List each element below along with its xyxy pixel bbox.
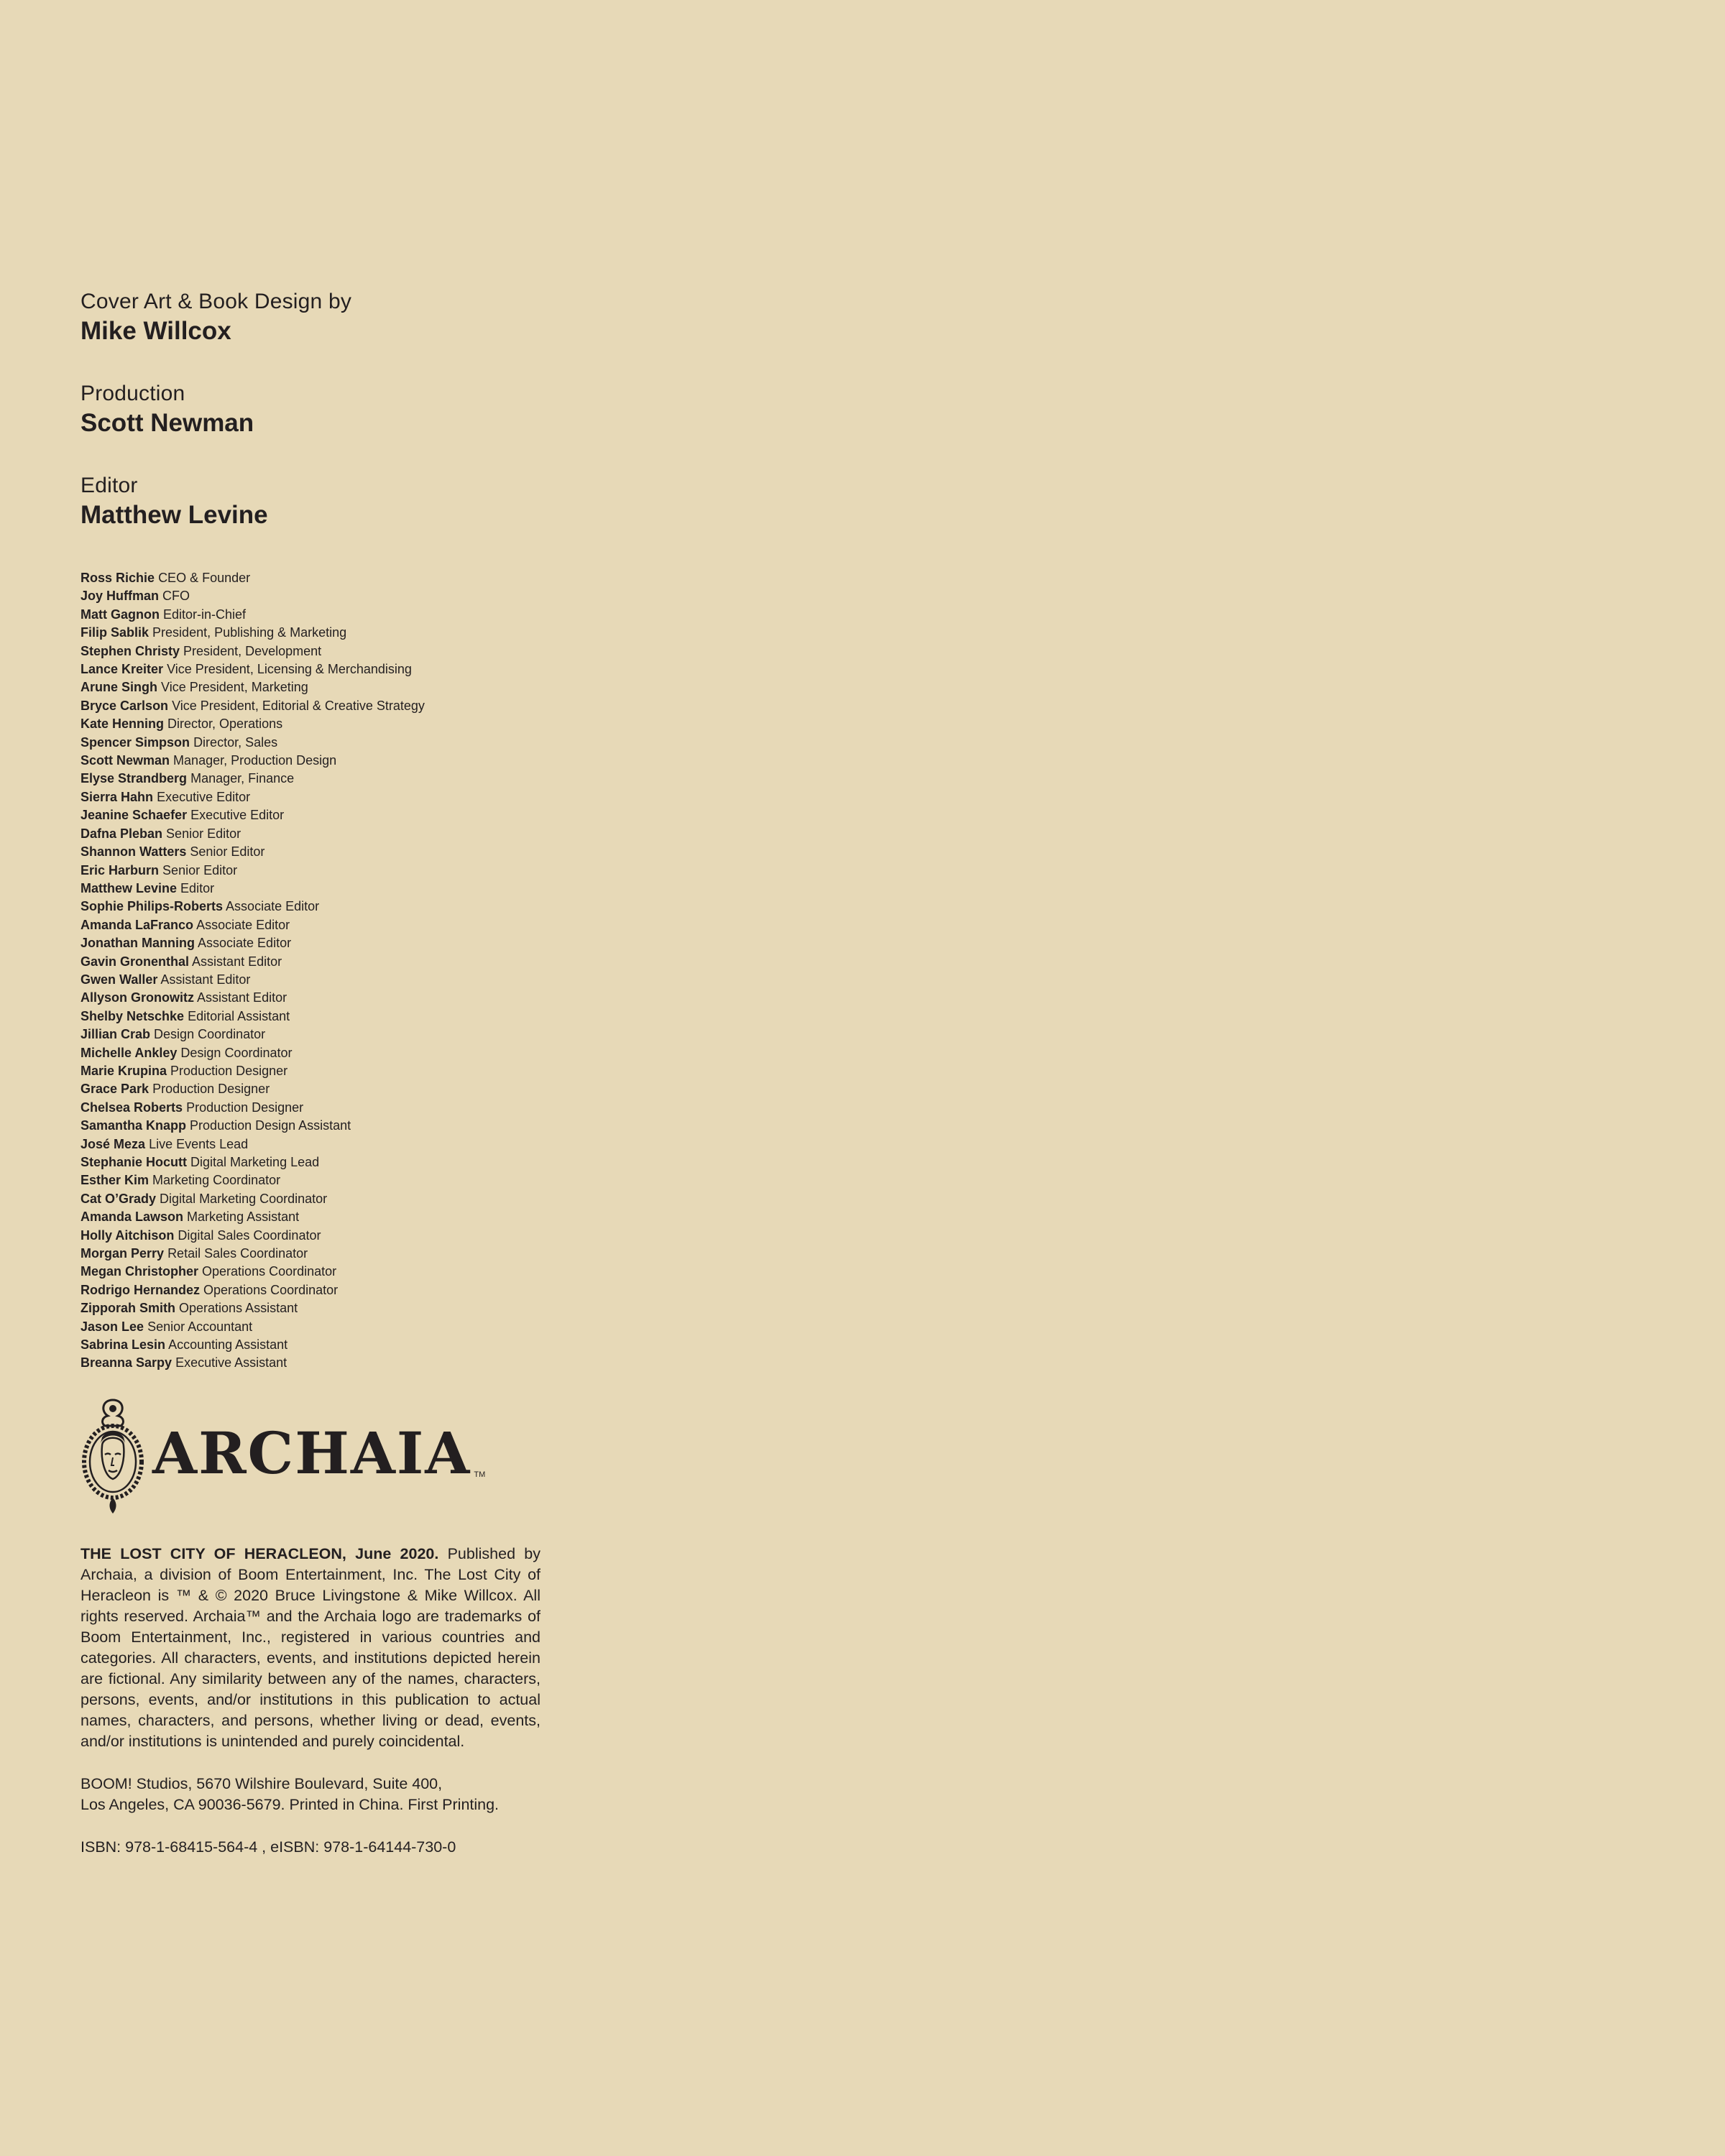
staff-entry xyxy=(80,642,540,660)
staff-entry xyxy=(80,1171,540,1189)
staff-entry xyxy=(80,1117,540,1135)
staff-name: Michelle Ankley xyxy=(80,1045,178,1060)
staff-entry xyxy=(80,1354,540,1372)
staff-title: Associate Editor xyxy=(226,899,320,914)
staff-name: Matthew Levine xyxy=(80,880,178,895)
staff-entry xyxy=(80,678,540,696)
staff-name: Sabrina Lesin xyxy=(80,1337,166,1353)
staff-entry xyxy=(80,752,540,770)
staff-title: Assistant Editor xyxy=(160,972,251,987)
staff-entry xyxy=(80,989,540,1007)
trademark-mark: TM xyxy=(474,1470,486,1479)
staff-title: Marketing Coordinator xyxy=(152,1173,281,1188)
staff-title: Marketing Assistant xyxy=(187,1210,300,1225)
staff-title: Executive Editor xyxy=(190,808,285,823)
staff-name: Jonathan Manning xyxy=(80,936,195,951)
staff-name: Elyse Strandberg xyxy=(80,771,188,786)
credit-role: Cover Art & Book Design by xyxy=(80,290,352,313)
staff-title: Retail Sales Coordinator xyxy=(167,1246,308,1261)
staff-entry xyxy=(80,971,540,989)
staff-name: Joy Huffman xyxy=(80,589,160,604)
staff-name: Shannon Watters xyxy=(80,844,187,860)
staff-entry xyxy=(80,734,540,752)
staff-entry xyxy=(80,587,540,605)
staff-title: CFO xyxy=(162,589,190,604)
staff-entry xyxy=(80,1190,540,1208)
staff-entry xyxy=(80,862,540,880)
staff-name: Morgan Perry xyxy=(80,1246,165,1261)
staff-entry xyxy=(80,806,540,824)
staff-name: Rodrigo Hernandez xyxy=(80,1282,201,1297)
staff-name: Grace Park xyxy=(80,1082,150,1097)
staff-name: Esther Kim xyxy=(80,1173,150,1188)
staff-entry xyxy=(80,1008,540,1026)
staff-entry xyxy=(80,880,540,898)
credit-editor xyxy=(80,471,540,530)
staff-name: Holly Aitchison xyxy=(80,1227,175,1243)
staff-name: Scott Newman xyxy=(80,753,170,768)
staff-entry xyxy=(80,569,540,587)
staff-entry xyxy=(80,624,540,642)
staff-title: Operations Assistant xyxy=(179,1301,298,1316)
staff-entry xyxy=(80,606,540,624)
staff-title: Design Coordinator xyxy=(154,1027,266,1042)
staff-name: Ross Richie xyxy=(80,571,155,585)
staff-entry xyxy=(80,916,540,934)
staff-name: Lance Kreiter xyxy=(80,662,164,677)
credit-name: Matthew Levine xyxy=(80,501,268,529)
staff-title: Editor-in-Chief xyxy=(163,607,247,622)
staff-title: Senior Editor xyxy=(190,844,265,860)
credit-name: Mike Willcox xyxy=(80,317,231,345)
staff-entry xyxy=(80,1263,540,1281)
archaia-logo xyxy=(80,1396,540,1518)
staff-name: Bryce Carlson xyxy=(80,698,169,713)
staff-title: CEO & Founder xyxy=(158,571,251,585)
staff-name: Stephanie Hocutt xyxy=(80,1155,188,1169)
staff-title: Associate Editor xyxy=(198,936,292,951)
staff-name: Arune Singh xyxy=(80,680,157,695)
staff-name: Cat O’Grady xyxy=(80,1191,157,1206)
staff-entry xyxy=(80,1026,540,1044)
staff-entry xyxy=(80,898,540,916)
staff-title: Vice President, Editorial & Creative Strategy xyxy=(172,698,425,713)
staff-entry xyxy=(80,843,540,861)
credit-role: Production xyxy=(80,382,185,405)
staff-title: Digital Marketing Lead xyxy=(190,1155,320,1169)
staff-title: Production Designer xyxy=(186,1100,304,1115)
staff-entry xyxy=(80,788,540,806)
staff-title: Editor xyxy=(180,880,215,895)
address-line-1: BOOM! Studios, 5670 Wilshire Boulevard, Suite 400, xyxy=(80,1774,443,1792)
staff-title: Assistant Editor xyxy=(192,954,282,969)
staff-name: Sophie Philips-Roberts xyxy=(80,899,224,914)
staff-title: Director, Operations xyxy=(167,717,283,732)
legal-body: Published by Archaia, a division of Boom Entertainment, Inc. The Lost City of Heracleon is ™ & © 2020 Bruce Livingstone & Mike Willcox. All rights reserved. Archaia™ and the Archaia logo are trademarks of Boom Entertainment, Inc., registered in various countries and categories. All characters, events, and institutions depicted herein are fictional. Any similarity between any of the names, characters, persons, events, and/or institutions in this publication to actual names, characters, and persons, whether living or dead, events, and/or institutions is unintended and purely coincidental. xyxy=(80,1544,540,1750)
staff-entry xyxy=(80,1099,540,1117)
staff-list xyxy=(80,569,540,1373)
staff-name: Gwen Waller xyxy=(80,972,158,987)
staff-title: Live Events Lead xyxy=(149,1136,249,1151)
staff-name: Chelsea Roberts xyxy=(80,1100,183,1115)
legal-notice xyxy=(80,1544,540,1752)
staff-entry xyxy=(80,1044,540,1062)
legal-title: THE LOST CITY OF HERACLEON, June 2020. xyxy=(80,1544,439,1562)
staff-title: Digital Marketing Coordinator xyxy=(160,1191,328,1206)
staff-entry xyxy=(80,1245,540,1263)
staff-title: President, Publishing & Marketing xyxy=(152,625,347,640)
credit-cover-art xyxy=(80,287,540,346)
staff-entry xyxy=(80,1299,540,1317)
staff-entry xyxy=(80,1318,540,1336)
staff-name: Jason Lee xyxy=(80,1319,144,1334)
archaia-emblem-icon xyxy=(80,1396,145,1516)
staff-name: Stephen Christy xyxy=(80,643,180,658)
staff-name: Marie Krupina xyxy=(80,1063,167,1078)
staff-title: Senior Accountant xyxy=(147,1319,253,1334)
staff-title: Vice President, Licensing & Merchandising xyxy=(167,662,412,677)
staff-title: Operations Coordinator xyxy=(202,1264,337,1279)
staff-name: Eric Harburn xyxy=(80,862,160,877)
staff-entry xyxy=(80,1336,540,1354)
staff-title: Production Designer xyxy=(170,1063,288,1078)
staff-title: Production Designer xyxy=(152,1082,270,1097)
staff-title: Assistant Editor xyxy=(197,990,288,1005)
credit-name: Scott Newman xyxy=(80,409,254,437)
staff-entry xyxy=(80,1281,540,1299)
staff-title: Vice President, Marketing xyxy=(161,680,308,695)
staff-name: Jillian Crab xyxy=(80,1027,151,1042)
credit-production xyxy=(80,379,540,438)
staff-entry xyxy=(80,1080,540,1098)
staff-name: Filip Sablik xyxy=(80,625,150,640)
staff-name: Amanda Lawson xyxy=(80,1210,184,1225)
staff-name: Dafna Pleban xyxy=(80,826,163,841)
staff-name: Jeanine Schaefer xyxy=(80,808,188,823)
staff-name: Matt Gagnon xyxy=(80,607,160,622)
staff-name: Gavin Gronenthal xyxy=(80,954,190,969)
staff-name: José Meza xyxy=(80,1136,146,1151)
staff-title: Editorial Assistant xyxy=(188,1008,290,1023)
staff-name: Allyson Gronowitz xyxy=(80,990,195,1005)
staff-title: Digital Sales Coordinator xyxy=(178,1227,321,1243)
staff-entry xyxy=(80,660,540,678)
staff-title: Design Coordinator xyxy=(180,1045,293,1060)
publisher-address xyxy=(80,1774,540,1815)
address-line-2: Los Angeles, CA 90036-5679. Printed in China. First Printing. xyxy=(80,1795,500,1813)
staff-name: Amanda LaFranco xyxy=(80,917,194,932)
credit-role: Editor xyxy=(80,474,138,497)
staff-name: Megan Christopher xyxy=(80,1264,199,1279)
staff-title: Manager, Finance xyxy=(190,771,295,786)
isbn-line: ISBN: 978-1-68415-564-4 , eISBN: 978-1-64144-730-0 xyxy=(80,1838,456,1856)
staff-title: Associate Editor xyxy=(196,917,290,932)
staff-entry xyxy=(80,1062,540,1080)
staff-entry xyxy=(80,934,540,952)
staff-name: Zipporah Smith xyxy=(80,1301,175,1316)
staff-title: Senior Editor xyxy=(166,826,242,841)
staff-name: Breanna Sarpy xyxy=(80,1355,172,1370)
staff-title: President, Development xyxy=(183,643,322,658)
staff-name: Kate Henning xyxy=(80,717,165,732)
staff-entry xyxy=(80,1208,540,1226)
archaia-wordmark: ARCHAIA xyxy=(152,1419,472,1487)
copyright-page xyxy=(80,287,540,1858)
staff-entry xyxy=(80,715,540,733)
staff-name: Spencer Simpson xyxy=(80,734,190,750)
staff-entry xyxy=(80,697,540,715)
staff-title: Director, Sales xyxy=(193,734,278,750)
staff-title: Executive Assistant xyxy=(175,1355,288,1370)
staff-title: Senior Editor xyxy=(162,862,238,877)
staff-name: Samantha Knapp xyxy=(80,1118,187,1133)
staff-entry xyxy=(80,1135,540,1153)
staff-title: Operations Coordinator xyxy=(203,1282,339,1297)
staff-title: Production Design Assistant xyxy=(190,1118,351,1133)
staff-entry xyxy=(80,1153,540,1171)
staff-entry xyxy=(80,770,540,788)
staff-entry xyxy=(80,1227,540,1245)
staff-entry xyxy=(80,825,540,843)
staff-title: Accounting Assistant xyxy=(168,1337,288,1353)
staff-title: Manager, Production Design xyxy=(173,753,337,768)
staff-name: Sierra Hahn xyxy=(80,789,154,804)
staff-name: Shelby Netschke xyxy=(80,1008,185,1023)
staff-entry xyxy=(80,953,540,971)
staff-title: Executive Editor xyxy=(157,789,251,804)
